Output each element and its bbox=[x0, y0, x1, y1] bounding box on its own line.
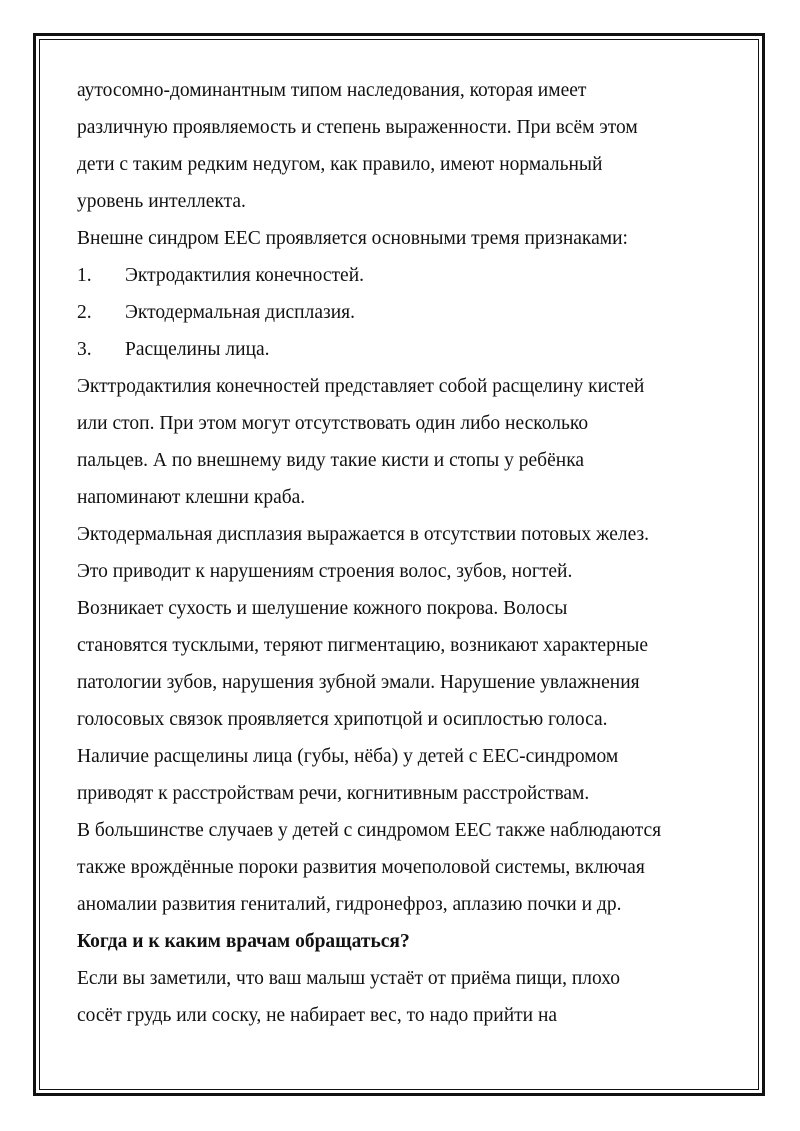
text-line: также врождённые пороки развития мочеполовой системы, включая bbox=[77, 857, 645, 878]
text-line: приводят к расстройствам речи, когнитивным расстройствам. bbox=[77, 783, 590, 804]
text-line: различную проявляемость и степень выраженности. При всём этом bbox=[77, 117, 638, 138]
text-line: уровень интеллекта. bbox=[77, 191, 246, 212]
text-line: Если вы заметили, что ваш малыш устаёт от приёма пищи, плохо bbox=[77, 968, 621, 989]
text-line: аутосомно-доминантным типом наследования, которая имеет bbox=[77, 80, 587, 101]
text-line: патологии зубов, нарушения зубной эмали. Нарушение увлажнения bbox=[77, 672, 640, 693]
text-line: Возникает сухость и шелушение кожного покрова. Волосы bbox=[77, 598, 568, 619]
section-heading: Когда и к каким врачам обращаться? bbox=[77, 931, 410, 952]
list-number: 2. bbox=[77, 302, 92, 323]
list-item bbox=[77, 331, 737, 368]
list-item-text: Расщелины лица. bbox=[125, 339, 270, 360]
text-line: аномалии развития гениталий, гидронефроз, аплазию почки и др. bbox=[77, 894, 622, 915]
text-line: сосёт грудь или соску, не набирает вес, то надо прийти на bbox=[77, 1005, 558, 1026]
list-item-text: Эктродактилия конечностей. bbox=[125, 265, 365, 286]
list-item-text: Эктодермальная дисплазия. bbox=[125, 302, 355, 323]
list-number: 3. bbox=[77, 339, 92, 360]
document-body bbox=[77, 72, 737, 1034]
text-line: Это приводит к нарушениям строения волос, зубов, ногтей. bbox=[77, 561, 573, 582]
text-line: или стоп. При этом могут отсутствовать один либо несколько bbox=[77, 413, 589, 434]
list-item bbox=[77, 257, 737, 294]
text-line: дети с таким редким недугом, как правило, имеют нормальный bbox=[77, 154, 603, 175]
text-line: Экттродактилия конечностей представляет собой расщелину кистей bbox=[77, 376, 645, 397]
list-number: 1. bbox=[77, 265, 92, 286]
text-line: голосовых связок проявляется хрипотцой и осиплостью голоса. bbox=[77, 709, 608, 730]
text-line: Эктодермальная дисплазия выражается в отсутствии потовых желез. bbox=[77, 524, 650, 545]
text-line: становятся тусклыми, теряют пигментацию, возникают характерные bbox=[77, 635, 649, 656]
text-line: напоминают клешни краба. bbox=[77, 487, 306, 508]
text-line: Наличие расщелины лица (губы, нёба) у детей с ЕЕС-синдромом bbox=[77, 746, 619, 767]
text-line: В большинстве случаев у детей с синдромом ЕЕС также наблюдаются bbox=[77, 820, 662, 841]
text-line: Внешне синдром ЕЕС проявляется основными тремя признаками: bbox=[77, 228, 628, 249]
list-item bbox=[77, 294, 737, 331]
text-line: пальцев. А по внешнему виду такие кисти и стопы у ребёнка bbox=[77, 450, 585, 471]
